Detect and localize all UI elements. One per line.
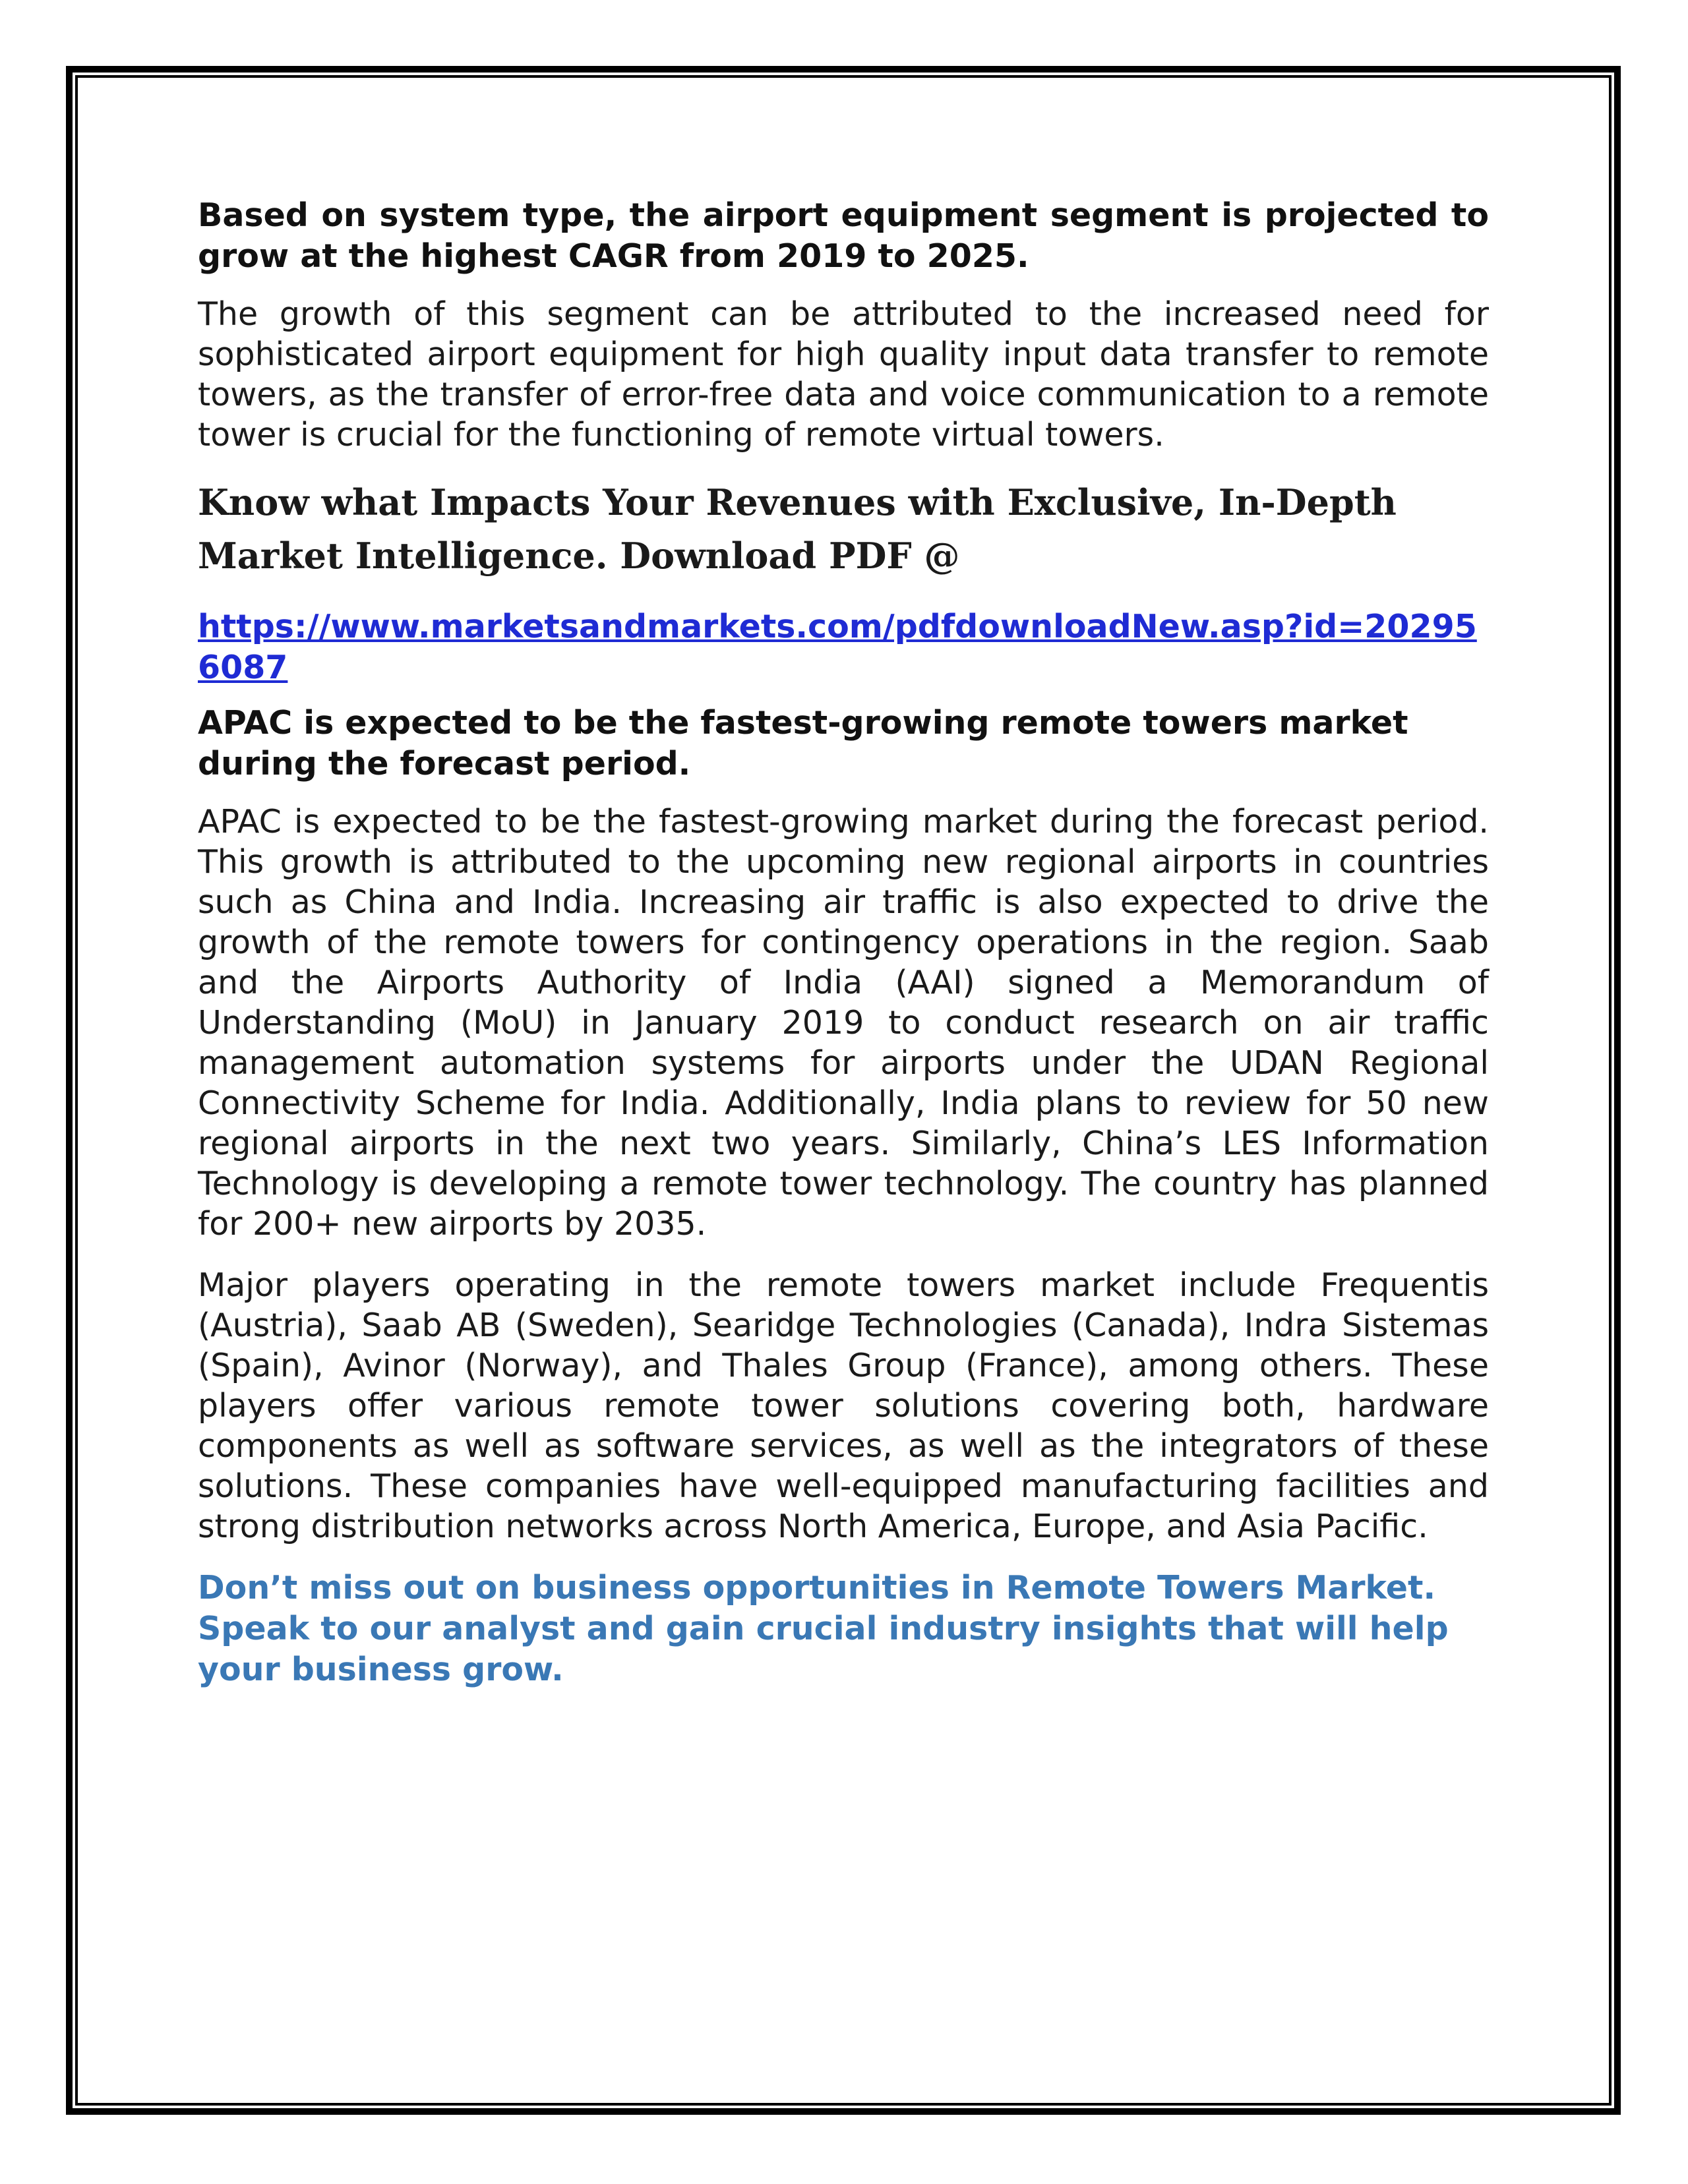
analyst-cta[interactable]: Don’t miss out on business opportunities in Remote Towers Market. Speak to our analyst and gain crucial industry insights that will help your business grow. — [198, 1569, 1449, 1688]
paragraph-system-type: The growth of this segment can be attributed to the increased need for sophisticated airport equipment for high quality input data transfer to remote towers, as the transfer of error-free data and voice communication to a remote tower is crucial for the functioning of remote virtual towers. — [198, 295, 1489, 454]
section-heading-system-type: Based on system type, the airport equipment segment is projected to grow at the highest CAGR from 2019 to 2025. — [198, 196, 1489, 275]
paragraph-apac: APAC is expected to be the fastest-growing market during the forecast period. This growth is attributed to the upcoming new regional airports in countries such as China and India. Increasing air traffic is also expected to drive the growth of the remote towers for contingency operations in the region. Saab and the Airports Authority of India (AAI) signed a Memorandum of Understanding (MoU) in January 2019 to conduct research on air traffic management automation systems for airports under the UDAN Regional Connectivity Scheme for India. Additionally, India plans to review for 50 new regional airports in the next two years. Similarly, China’s LES Information Technology is developing a remote tower technology. The country has planned for 200+ new airports by 2035. — [198, 803, 1489, 1243]
pdf-download-link[interactable]: https://www.marketsandmarkets.com/pdfdownloadNew.asp?id=202956087 — [198, 608, 1477, 686]
download-callout: Know what Impacts Your Revenues with Exclusive, In-Depth Market Intelligence. Download PDF @ — [198, 481, 1397, 577]
document-content — [198, 195, 1489, 1690]
paragraph-major-players: Major players operating in the remote towers market include Frequentis (Austria), Saab AB (Sweden), Searidge Technologies (Canada), Indra Sistemas (Spain), Avinor (Norway), and Thales Group (France), among others. These players offer various remote tower solutions covering both, hardware components as well as software services, as well as the integrators of these solutions. These companies have well-equipped manufacturing facilities and strong distribution networks across North America, Europe, and Asia Pacific. — [198, 1266, 1489, 1545]
section-heading-apac: APAC is expected to be the fastest-growing remote towers market during the forecast period. — [198, 704, 1408, 782]
